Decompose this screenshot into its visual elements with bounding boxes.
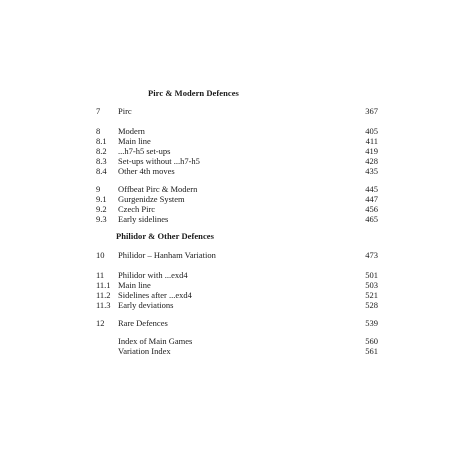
chapter-number: 9.1 [96, 194, 107, 204]
chapter-number: 9.3 [96, 214, 107, 224]
page-number: 528 [365, 300, 378, 310]
page-number: 561 [365, 346, 378, 356]
chapter-title: Modern [118, 126, 145, 136]
toc-entry[interactable] [96, 126, 378, 136]
toc-entry[interactable] [96, 318, 378, 328]
chapter-number: 8.3 [96, 156, 107, 166]
toc-entry[interactable] [96, 146, 378, 156]
section-title-pirc-modern: Pirc & Modern Defences [148, 88, 239, 98]
chapter-number: 9 [96, 184, 101, 194]
toc-entry[interactable] [96, 204, 378, 214]
chapter-number: 11.3 [96, 300, 111, 310]
chapter-number: 12 [96, 318, 105, 328]
page-number: 560 [365, 336, 378, 346]
chapter-number: 8.2 [96, 146, 107, 156]
page-number: 503 [365, 280, 378, 290]
chapter-title: Index of Main Games [118, 336, 193, 346]
chapter-title: Gurgenidze System [118, 194, 185, 204]
chapter-number: 11.2 [96, 290, 111, 300]
chapter-title: Rare Defences [118, 318, 168, 328]
toc-entry[interactable] [96, 270, 378, 280]
toc-entry[interactable] [96, 214, 378, 224]
page-number: 405 [365, 126, 378, 136]
chapter-title: Pirc [118, 106, 132, 116]
chapter-number: 10 [96, 250, 105, 260]
chapter-number: 7 [96, 106, 101, 116]
page-number: 501 [365, 270, 378, 280]
chapter-number: 8.1 [96, 136, 107, 146]
page-number: 435 [365, 166, 378, 176]
page-number: 367 [365, 106, 378, 116]
toc-entry[interactable] [96, 136, 378, 146]
toc-entry[interactable] [96, 290, 378, 300]
chapter-title: Set-ups without ...h7-h5 [118, 156, 200, 166]
toc-entry[interactable] [96, 184, 378, 194]
toc-entry[interactable] [96, 346, 378, 356]
toc-entry[interactable] [96, 300, 378, 310]
chapter-number: 11.1 [96, 280, 111, 290]
page-number: 419 [365, 146, 378, 156]
chapter-title: Philidor – Hanham Variation [118, 250, 216, 260]
page-number: 465 [365, 214, 378, 224]
chapter-title: Early sidelines [118, 214, 169, 224]
page-number: 428 [365, 156, 378, 166]
toc-entry[interactable] [96, 156, 378, 166]
chapter-title: Early deviations [118, 300, 174, 310]
toc-entry[interactable] [96, 166, 378, 176]
page-number: 411 [365, 136, 378, 146]
page-number: 445 [365, 184, 378, 194]
page-number: 473 [365, 250, 378, 260]
toc-entry[interactable] [96, 194, 378, 204]
chapter-title: Other 4th moves [118, 166, 175, 176]
chapter-title: Sidelines after ...exd4 [118, 290, 192, 300]
page-number: 447 [365, 194, 378, 204]
page-number: 456 [365, 204, 378, 214]
chapter-number: 8 [96, 126, 101, 136]
toc-entry[interactable] [96, 250, 378, 260]
toc-entry[interactable] [96, 280, 378, 290]
chapter-title: Philidor with ...exd4 [118, 270, 188, 280]
chapter-title: Offbeat Pirc & Modern [118, 184, 198, 194]
chapter-number: 9.2 [96, 204, 107, 214]
chapter-number: 8.4 [96, 166, 107, 176]
chapter-title: Main line [118, 136, 151, 146]
chapter-title: Czech Pirc [118, 204, 156, 214]
chapter-number: 11 [96, 270, 105, 280]
chapter-title: ...h7-h5 set-ups [118, 146, 171, 156]
toc-entry[interactable] [96, 336, 378, 346]
chapter-title: Main line [118, 280, 151, 290]
toc-entry[interactable] [96, 106, 378, 116]
page-number: 539 [365, 318, 378, 328]
section-title-philidor-other: Philidor & Other Defences [116, 231, 214, 241]
chapter-title: Variation Index [118, 346, 171, 356]
page-number: 521 [365, 290, 378, 300]
